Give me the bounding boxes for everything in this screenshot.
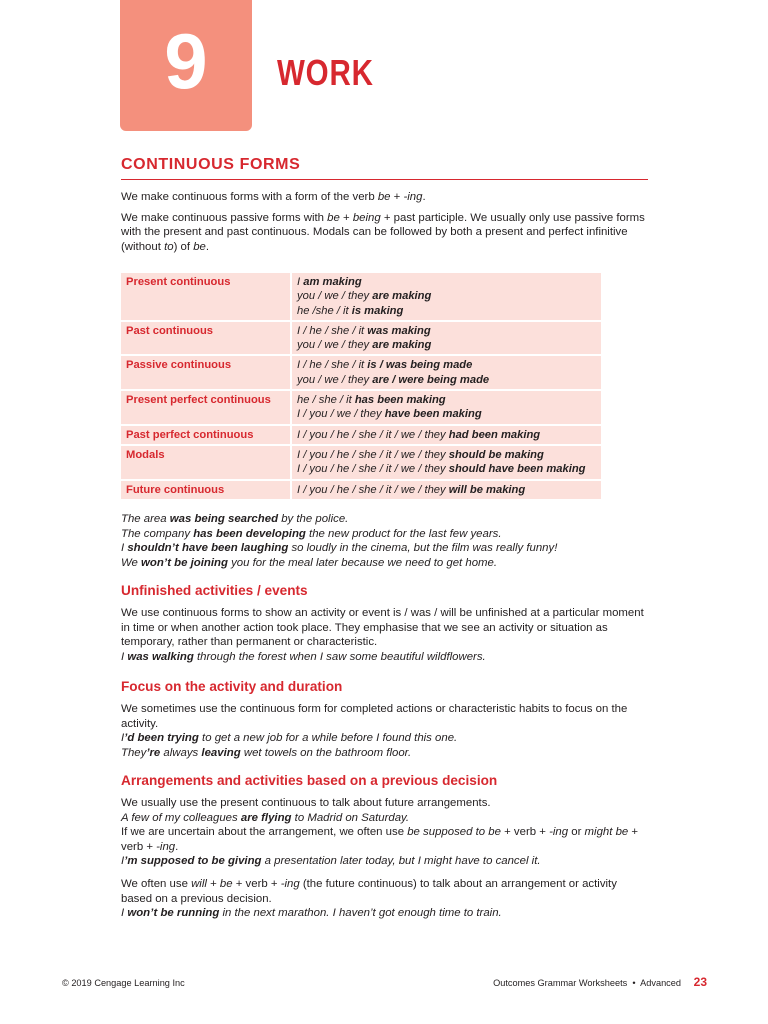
series-name: Outcomes Grammar Worksheets • Advanced — [493, 978, 681, 988]
bold-run: leaving — [201, 746, 241, 759]
unit-number: 9 — [164, 16, 208, 105]
form-examples — [292, 356, 601, 389]
arrangements-section — [121, 773, 648, 921]
bold-run: ’re — [146, 746, 161, 759]
text-run: a presentation later today, but I might have to cancel it. — [261, 855, 541, 868]
form-line — [297, 324, 596, 338]
bold-run: was making — [367, 324, 431, 337]
text-run: wet towels on the bathroom floor. — [240, 746, 412, 759]
text-run: I / he / she / it — [297, 324, 368, 337]
form-examples — [292, 391, 601, 424]
example-sentences — [121, 512, 648, 570]
bold-run: are / were being made — [372, 373, 490, 386]
bold-run: should be making — [448, 448, 544, 461]
form-line — [297, 483, 596, 497]
form-line — [297, 428, 596, 442]
bold-run: won’t be joining — [141, 556, 228, 569]
text-run: he /she / it — [297, 304, 352, 317]
bold-run: had been making — [448, 428, 541, 441]
form-line — [297, 289, 596, 303]
form-line — [297, 275, 596, 289]
bold-run: won’t be running — [127, 907, 220, 920]
form-line — [297, 393, 596, 407]
form-examples — [292, 481, 601, 499]
form-label: Present perfect continuous — [121, 391, 292, 424]
text-run: you / we / they — [297, 339, 373, 352]
text-run: I — [121, 855, 125, 868]
text-run: I — [297, 276, 304, 288]
text-run: you / we / they — [297, 290, 373, 303]
unit-number-box — [120, 0, 252, 131]
bold-run: are making — [372, 290, 432, 303]
subheading-focus: Focus on the activity and duration — [121, 679, 343, 694]
form-label: Passive continuous — [121, 356, 292, 389]
intro-paragraph-2: We make continuous passive forms with be + being + past participle. We usually only use passive forms with the present and past continuous. Modals can be followed by both a present and perfect infinitive (without to) of be. — [121, 211, 645, 253]
text-run: I / you / he / she / it / we / they — [297, 463, 449, 476]
bold-run: are flying — [240, 811, 292, 824]
form-line — [297, 304, 596, 318]
text-run: I — [121, 650, 128, 663]
arrangements-text-1: We usually use the present continuous to talk about future arrangements. — [121, 797, 491, 809]
subheading-arrangements: Arrangements and activities based on a previous decision — [121, 773, 498, 788]
unfinished-activities-section — [121, 583, 648, 664]
table-row — [121, 391, 601, 424]
table-row — [121, 356, 601, 389]
subheading-unfinished: Unfinished activities / events — [121, 583, 308, 598]
example-line — [121, 512, 648, 527]
text-run: We — [121, 556, 142, 569]
form-line — [297, 407, 596, 421]
bold-run: is / was being made — [367, 359, 473, 372]
bold-run: am making — [303, 276, 362, 288]
text-run: through the forest when I saw some beautiful wildflowers. — [193, 650, 486, 663]
form-line — [297, 462, 596, 476]
text-run: I / you / he / she / it / we / they — [297, 448, 449, 461]
text-run: A few of my colleagues — [121, 811, 241, 824]
text-run: he / she / it — [297, 394, 355, 407]
focus-text: We sometimes use the continuous form for completed actions or characteristic habits to focus on the activity. — [121, 703, 628, 730]
bold-run: shouldn’t have been laughing — [127, 542, 289, 555]
form-line — [297, 448, 596, 462]
arrangements-text-3: We often use will + be + verb + -ing (the future continuous) to talk about an arrangement or activity based on a previous decision. — [121, 877, 617, 905]
example-line — [121, 541, 648, 556]
focus-example-2 — [121, 746, 648, 761]
table-row — [121, 273, 601, 320]
intro-paragraph-1: We make continuous forms with a form of the verb be + -ing. — [121, 191, 426, 203]
form-line — [297, 373, 596, 387]
bold-run: ’d been trying — [124, 732, 199, 745]
text-run: you / we / they — [297, 373, 373, 386]
unfinished-example — [121, 650, 648, 665]
form-label: Past continuous — [121, 322, 292, 355]
text-run: The company — [121, 527, 194, 540]
form-examples — [292, 446, 601, 479]
arrangements-example-1 — [121, 811, 648, 826]
bold-run: was walking — [127, 650, 194, 663]
arrangements-text-2: If we are uncertain about the arrangement, we often use be supposed to be + verb + -ing or might be + verb + -ing. — [121, 826, 639, 853]
text-run: The area — [121, 513, 170, 525]
bold-run: have been making — [384, 408, 482, 421]
bold-run: are making — [372, 339, 432, 352]
page-number: 23 — [693, 975, 707, 989]
text-run: They — [121, 746, 147, 759]
text-run: the new product for the last few years. — [305, 527, 502, 540]
bold-run: will be making — [448, 483, 526, 496]
text-run: to get a new job for a while before I found this one. — [198, 732, 458, 745]
form-examples — [292, 273, 601, 320]
section-title: CONTINUOUS FORMS — [121, 156, 648, 180]
text-run: I — [121, 542, 128, 555]
form-examples — [292, 322, 601, 355]
example-line — [121, 556, 648, 571]
text-run: I — [121, 732, 125, 745]
text-run: so loudly in the cinema, but the film was really funny! — [288, 542, 558, 555]
copyright: © 2019 Cengage Learning Inc — [62, 978, 185, 988]
arrangements-example-3 — [121, 906, 648, 921]
table-row — [121, 446, 601, 479]
unit-title: WORK — [277, 52, 374, 93]
bold-run: has been developing — [193, 527, 306, 540]
text-run: always — [160, 746, 202, 759]
bold-run: ’m supposed to be giving — [124, 855, 262, 868]
text-run: to Madrid on Saturday. — [291, 811, 410, 824]
table-row — [121, 481, 601, 499]
form-label: Future continuous — [121, 481, 292, 499]
unfinished-text: We use continuous forms to show an activity or event is / was / will be unfinished at a particular moment in time or when another action took place. They emphasise that we see an activity or situation as temporary, rather than permanent or characteristic. — [121, 607, 644, 649]
text-run: I / you / he / she / it / we / they — [297, 483, 449, 496]
text-run: I / you / he / she / it / we / they — [297, 428, 449, 441]
form-examples — [292, 426, 601, 444]
intro-text — [121, 190, 648, 254]
example-line — [121, 527, 648, 542]
form-label: Past perfect continuous — [121, 426, 292, 444]
table-row — [121, 426, 601, 444]
form-label: Present continuous — [121, 273, 292, 320]
focus-example-1 — [121, 731, 648, 746]
text-run: by the police. — [278, 513, 349, 525]
bold-run: is making — [351, 304, 404, 317]
form-line — [297, 358, 596, 372]
form-line — [297, 338, 596, 352]
text-run: I / you / we / they — [297, 408, 385, 421]
form-label: Modals — [121, 446, 292, 479]
focus-section — [121, 679, 648, 760]
text-run: in the next marathon. I haven’t got enough time to train. — [219, 907, 502, 920]
text-run: you for the meal later because we need to get home. — [227, 556, 498, 569]
table-row — [121, 322, 601, 355]
arrangements-example-2 — [121, 854, 648, 869]
bold-run: should have been making — [448, 463, 586, 476]
text-run: I — [121, 907, 128, 920]
bold-run: was being searched — [169, 513, 279, 525]
text-run: I / he / she / it — [297, 359, 368, 372]
bold-run: has been making — [354, 394, 446, 407]
continuous-forms-table — [121, 271, 601, 501]
